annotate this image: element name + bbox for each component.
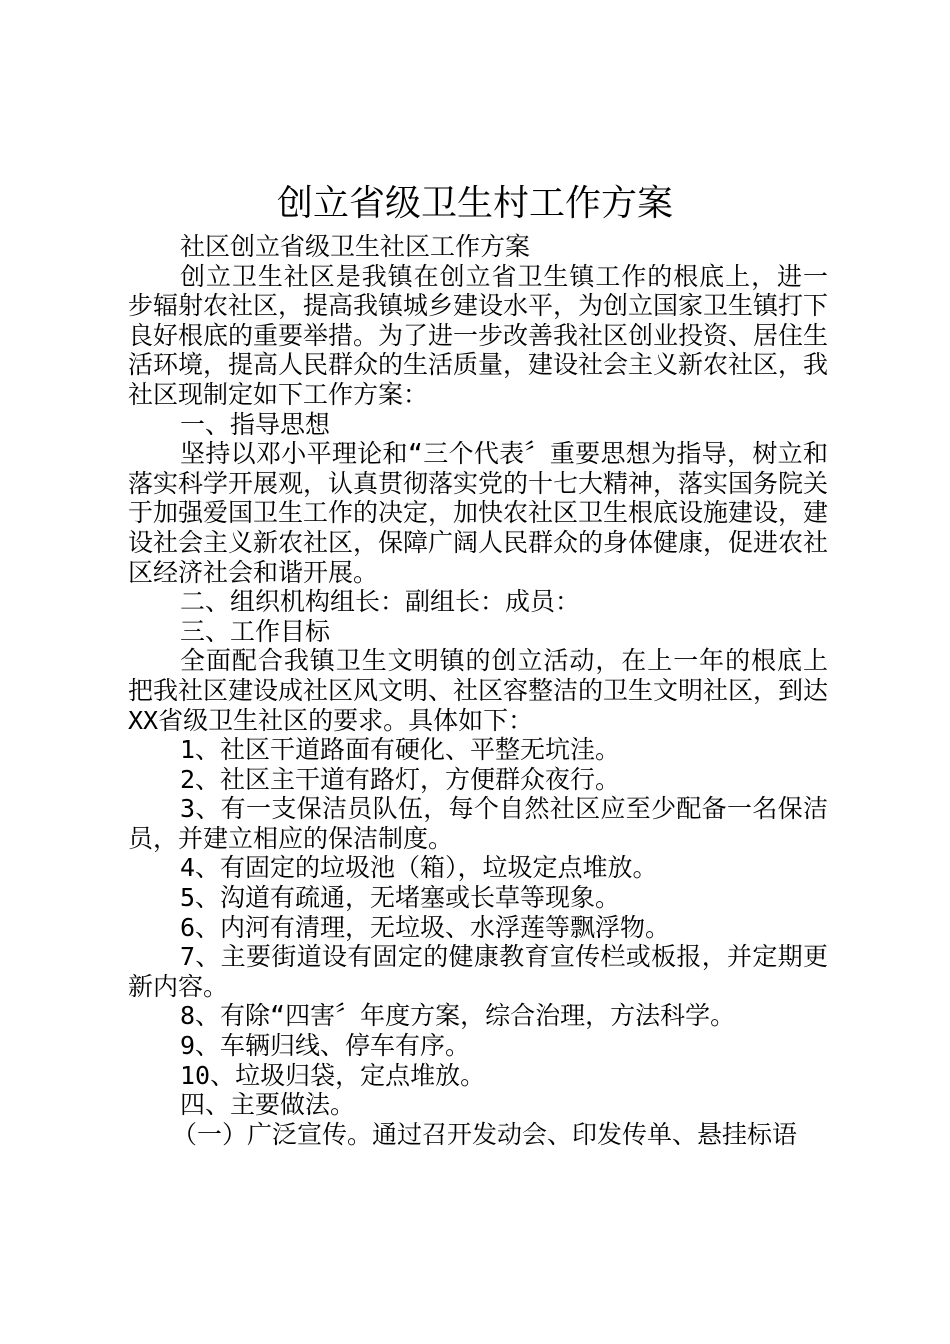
paragraph-subtitle: 社区创立省级卫生社区工作方案 <box>180 232 531 261</box>
document-body <box>128 232 828 1149</box>
heading-guiding-ideology: 一、指导思想 <box>180 409 331 439</box>
heading-main-methods: 四、主要做法。 <box>180 1090 356 1120</box>
paragraph-work-goals: 全面配合我镇卫生文明镇的创立活动，在上一年的根底上把我社区建设成社区风文明、社区容整洁的卫生文明社区，到达XX省级卫生社区的要求。具体如下： <box>128 646 829 735</box>
list-item: 5、沟道有疏通，无堵塞或长草等现象。 <box>180 883 621 913</box>
heading-organization: 二、组织机构组长：副组长：成员： <box>180 587 581 617</box>
list-item: 9、车辆归线、停车有序。 <box>180 1031 471 1061</box>
list-item: 8、有除“四害〞年度方案，综合治理，方法科学。 <box>180 1001 736 1031</box>
list-item: 6、内河有清理，无垃圾、水浮莲等飘浮物。 <box>180 912 671 942</box>
paragraph-intro: 创立卫生社区是我镇在创立省卫生镇工作的根底上，进一步辐射农社区，提高我镇城乡建设水平，为创立国家卫生镇打下良好根底的重要举措。为了进一步改善我社区创业投资、居住生活环境，提高人民群众的生活质量，建设社会主义新农社区，我社区现制定如下工作方案： <box>128 261 829 409</box>
document-title: 创立省级卫生村工作方案 <box>276 183 673 224</box>
list-item: 1、社区干道路面有硬化、平整无坑洼。 <box>180 735 621 765</box>
paragraph-publicity: （一）广泛宣传。通过召开发动会、印发传单、悬挂标语 <box>172 1119 798 1149</box>
heading-work-goals: 三、工作目标 <box>180 616 331 646</box>
list-item: 3、有一支保洁员队伍，每个自然社区应至少配备一名保洁员，并建立相应的保洁制度。 <box>128 794 828 853</box>
list-item: 4、有固定的垃圾池（箱），垃圾定点堆放。 <box>180 853 658 883</box>
paragraph-guiding-ideology: 坚持以邓小平理论和“三个代表〞重要思想为指导，树立和落实科学开展观，认真贯彻落实党的十七大精神，落实国务院关于加强爱国卫生工作的决定，加快农社区卫生根底设施建设，建设社会主义新农社区，保障广阔人民群众的身体健康，促进农社区经济社会和谐开展。 <box>128 439 829 587</box>
list-item: 2、社区主干道有路灯，方便群众夜行。 <box>180 764 621 794</box>
list-item: 10、垃圾归袋，定点堆放。 <box>180 1060 486 1090</box>
list-item: 7、主要街道设有固定的健康教育宣传栏或板报，并定期更新内容。 <box>128 942 828 1001</box>
